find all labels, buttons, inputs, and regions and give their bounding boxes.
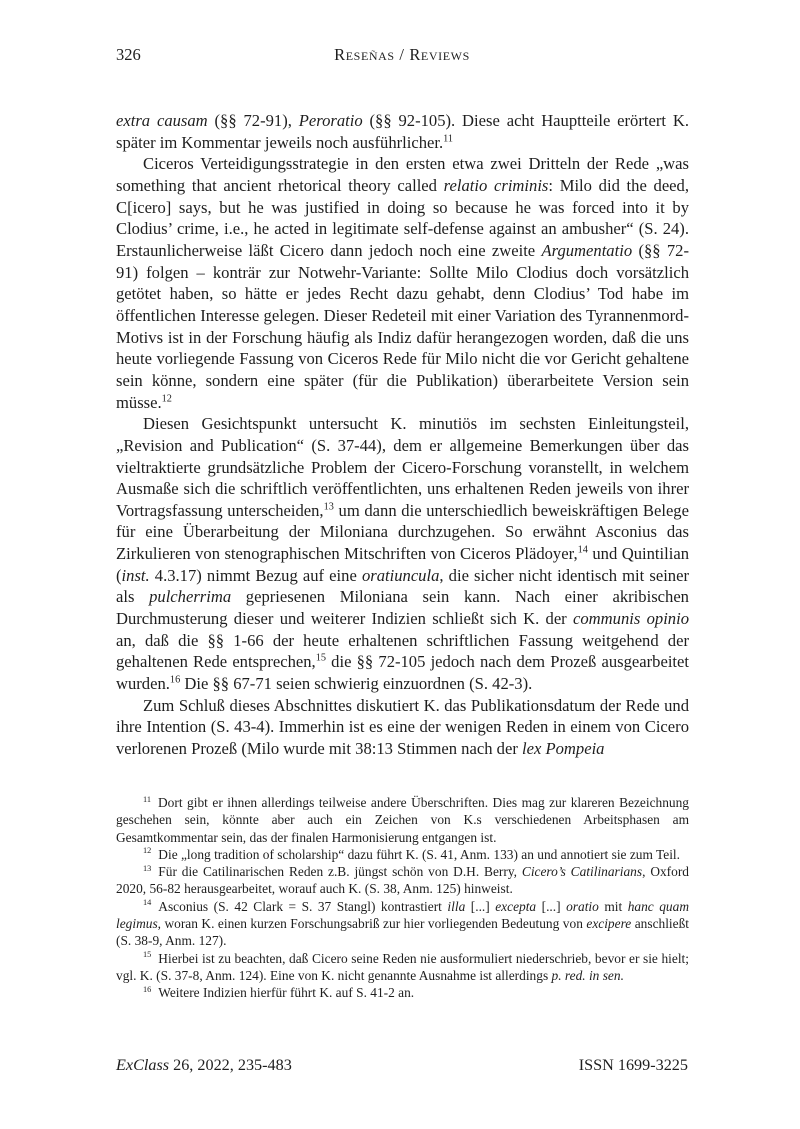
italic-text: pulcherrima: [149, 587, 232, 607]
footnote-number: 13: [143, 863, 152, 873]
footnote-number: 11: [143, 794, 151, 804]
italic-text: ExClass: [116, 1056, 170, 1074]
text-run: und Quintilian (: [116, 544, 690, 585]
footnote: [116, 863, 689, 898]
italic-text: oratiuncula: [361, 565, 440, 585]
footnote-reference: 15: [315, 652, 326, 664]
text-run: mit: [598, 898, 628, 914]
footnote-reference: 16: [169, 674, 181, 686]
text-run: an, daß die §§ 1-66 der heute erhaltenen schriftlichen Fassung weitgehend der gehaltenen Rede entsprechen,: [116, 630, 689, 672]
italic-text: oratio: [566, 898, 599, 914]
italic-text: illa: [447, 898, 466, 914]
text-run: (§§ 72-91),: [207, 111, 299, 130]
text-run: 26, 2022, 235-483: [169, 1056, 292, 1074]
text-run: Für die Catilinarischen Reden z.B. jüngst schön von D.H. Berry,: [158, 864, 522, 880]
italic-text: Cicero’s Catilinarians: [521, 864, 643, 880]
text-run: um dann die unterschiedlich beweiskräftigen Belege für eine Überarbeitung der Miloniana durchzugehen. So erwähnt Asconius das Zirkulieren von stenographischen Mitschriften von Ciceros Plädoyer,: [116, 500, 689, 564]
italic-text: lex Pompeia: [522, 739, 605, 759]
text-run: anschließt (S. 38-9, Anm. 127).: [116, 916, 690, 949]
text-run: Diesen Gesichtspunkt untersucht K. minutiös im sechsten Einleitungsteil, „Revision and Publication“ (S. 37-44), dem er allgemeine Bemerkungen über das vieltraktierte grundsätzliche Problem der Cicero-Forschung voranstellt, in welchem Ausmaße sich die schriftlich veröffentlichten, uns erhaltenen Reden jeweils von ihrer Vortragsfassung unterscheiden,: [116, 414, 689, 520]
body-paragraph: [116, 695, 689, 760]
footnote: [116, 846, 689, 863]
body-paragraph: [116, 413, 689, 695]
italic-text: p. red. in sen.: [551, 967, 624, 983]
footnote: [116, 898, 689, 950]
page-header: [116, 45, 688, 65]
italic-text: Argumentatio: [541, 240, 633, 260]
text-run: Zum Schluß dieses Abschnittes diskutiert K. das Publikationsdatum der Rede und ihre Intention (S. 43-4). Immerhin ist es eine der wenigen Reden in einem von Cicero verlorenen Prozeß (Milo wurde mit 38:13 Stimmen nach der: [116, 695, 689, 759]
text-run: Hierbei ist zu beachten, daß Cicero seine Reden nie ausformuliert niederschrieb, bevor er sie hielt; vgl. K. (S. 37-8, Anm. 124). Eine von K. nicht genannte Ausnahme ist allerdings: [116, 950, 689, 983]
footnote: [116, 950, 689, 985]
issn-label: ISSN 1699-3225: [578, 1056, 688, 1074]
text-run: Ciceros Verteidigungsstrategie in den ersten etwa zwei Dritteln der Rede „was something that ancient rhetorical theory called: [116, 154, 689, 195]
footnote-number: 15: [143, 950, 152, 960]
italic-text: excipere: [586, 916, 632, 932]
text-run: gepriesenen Miloniana sein kann. Nach einer akribischen Durchmusterung dieser und weiterer Indizien schließt sich K. der: [116, 587, 689, 629]
text-run: 4.3.17) nimmt Bezug auf eine: [149, 565, 362, 585]
footnote: [116, 794, 689, 846]
running-title: Reseñas / Reviews: [334, 45, 470, 64]
page-number: 326: [116, 45, 141, 64]
footnote-reference: 11: [443, 133, 454, 145]
text-run: , Oxford 2020, 56-82 herausgearbeitet, worauf auch K. (S. 38, Anm. 125) hinweist.: [116, 864, 689, 897]
italic-text: relatio criminis: [443, 175, 549, 195]
text-run: (§§ 92-105). Diese acht Hauptteile erörtert K. später im Kommentar jeweils noch ausführlicher.: [116, 111, 689, 152]
page-footer: [116, 1056, 688, 1078]
footnotes-section: [116, 794, 689, 1002]
italic-text: extra causam: [116, 111, 208, 130]
review-body-text: [116, 110, 689, 760]
text-run: Weitere Indizien hierfür führt K. auf S. 41-2 an.: [158, 985, 415, 1001]
footnote-number: 12: [143, 846, 152, 856]
text-run: [...]: [536, 898, 567, 914]
footnote-reference: 14: [577, 544, 588, 556]
italic-text: inst.: [121, 565, 150, 585]
body-paragraph: [116, 110, 689, 153]
text-run: Die §§ 67-71 seien schwierig einzuordnen (S. 42-3).: [180, 674, 533, 694]
text-run: , die sicher nicht identisch mit seiner als: [116, 565, 689, 607]
footnote-reference: 12: [161, 393, 172, 404]
text-run: die §§ 72-105 jedoch nach dem Prozeß ausgearbeitet wurden.: [116, 652, 690, 694]
footnote-number: 16: [143, 984, 152, 994]
footnote: [116, 984, 689, 1001]
text-run: (§§ 72-91) folgen – konträr zur Notwehr-Variante: Sollte Milo Clodius doch vorsätzlich getötet haben, so hätte er jedes Recht dazu gehabt, denn Clodius’ Tod habe im öffentlichen Interesse gelegen. Dieser Redeteil mit einer Variation des Tyrannenmord-Motivs ist in der Forschung häufig als Indiz dafür herangezogen worden, daß die uns heute vorliegende Fassung von Ciceros Rede für Milo nicht die vor Gericht gehaltene sein könne, sondern eine später (für die Publikation) überarbeitete Version sein müsse.: [116, 240, 689, 412]
italic-text: communis opinio: [573, 609, 690, 629]
text-run: Dort gibt er ihnen allerdings teilweise andere Überschriften. Dies mag zur klareren Bezeichnung geschehen sein, könnte aber auch ein Zeichen von K.s verschiedenen Arbeitsphasen am Gesamtkommentar sein, das der finalen Harmonisierung entgangen ist.: [116, 795, 689, 845]
text-run: Asconius (S. 42 Clark = S. 37 Stangl) kontrastiert: [158, 898, 448, 914]
text-run: : Milo did the deed, C[icero] says, but he was justified in doing so because he was forced into it by Clodius’ crime, i.e., he acted in legitimate self-defense against an ambusher“ (S. 24). Erstaunlicherweise läßt Cicero dann jedoch noch eine zweite: [116, 175, 689, 260]
text-run: Die „long tradition of scholarship“ dazu führt K. (S. 41, Anm. 133) an und annotiert sie zum Teil.: [158, 846, 680, 862]
text-run: [...]: [465, 898, 496, 914]
italic-text: hanc quam legimus: [116, 898, 689, 932]
italic-text: Peroratio: [298, 111, 363, 130]
footnote-reference: 13: [323, 501, 334, 513]
footnote-number: 14: [143, 898, 152, 908]
text-run: , woran K. einen kurzen Forschungsabriß zur hier vorliegenden Bedeutung von: [157, 916, 587, 932]
journal-citation: [116, 1056, 292, 1075]
body-paragraph: [116, 153, 689, 413]
italic-text: excepta: [495, 898, 537, 914]
